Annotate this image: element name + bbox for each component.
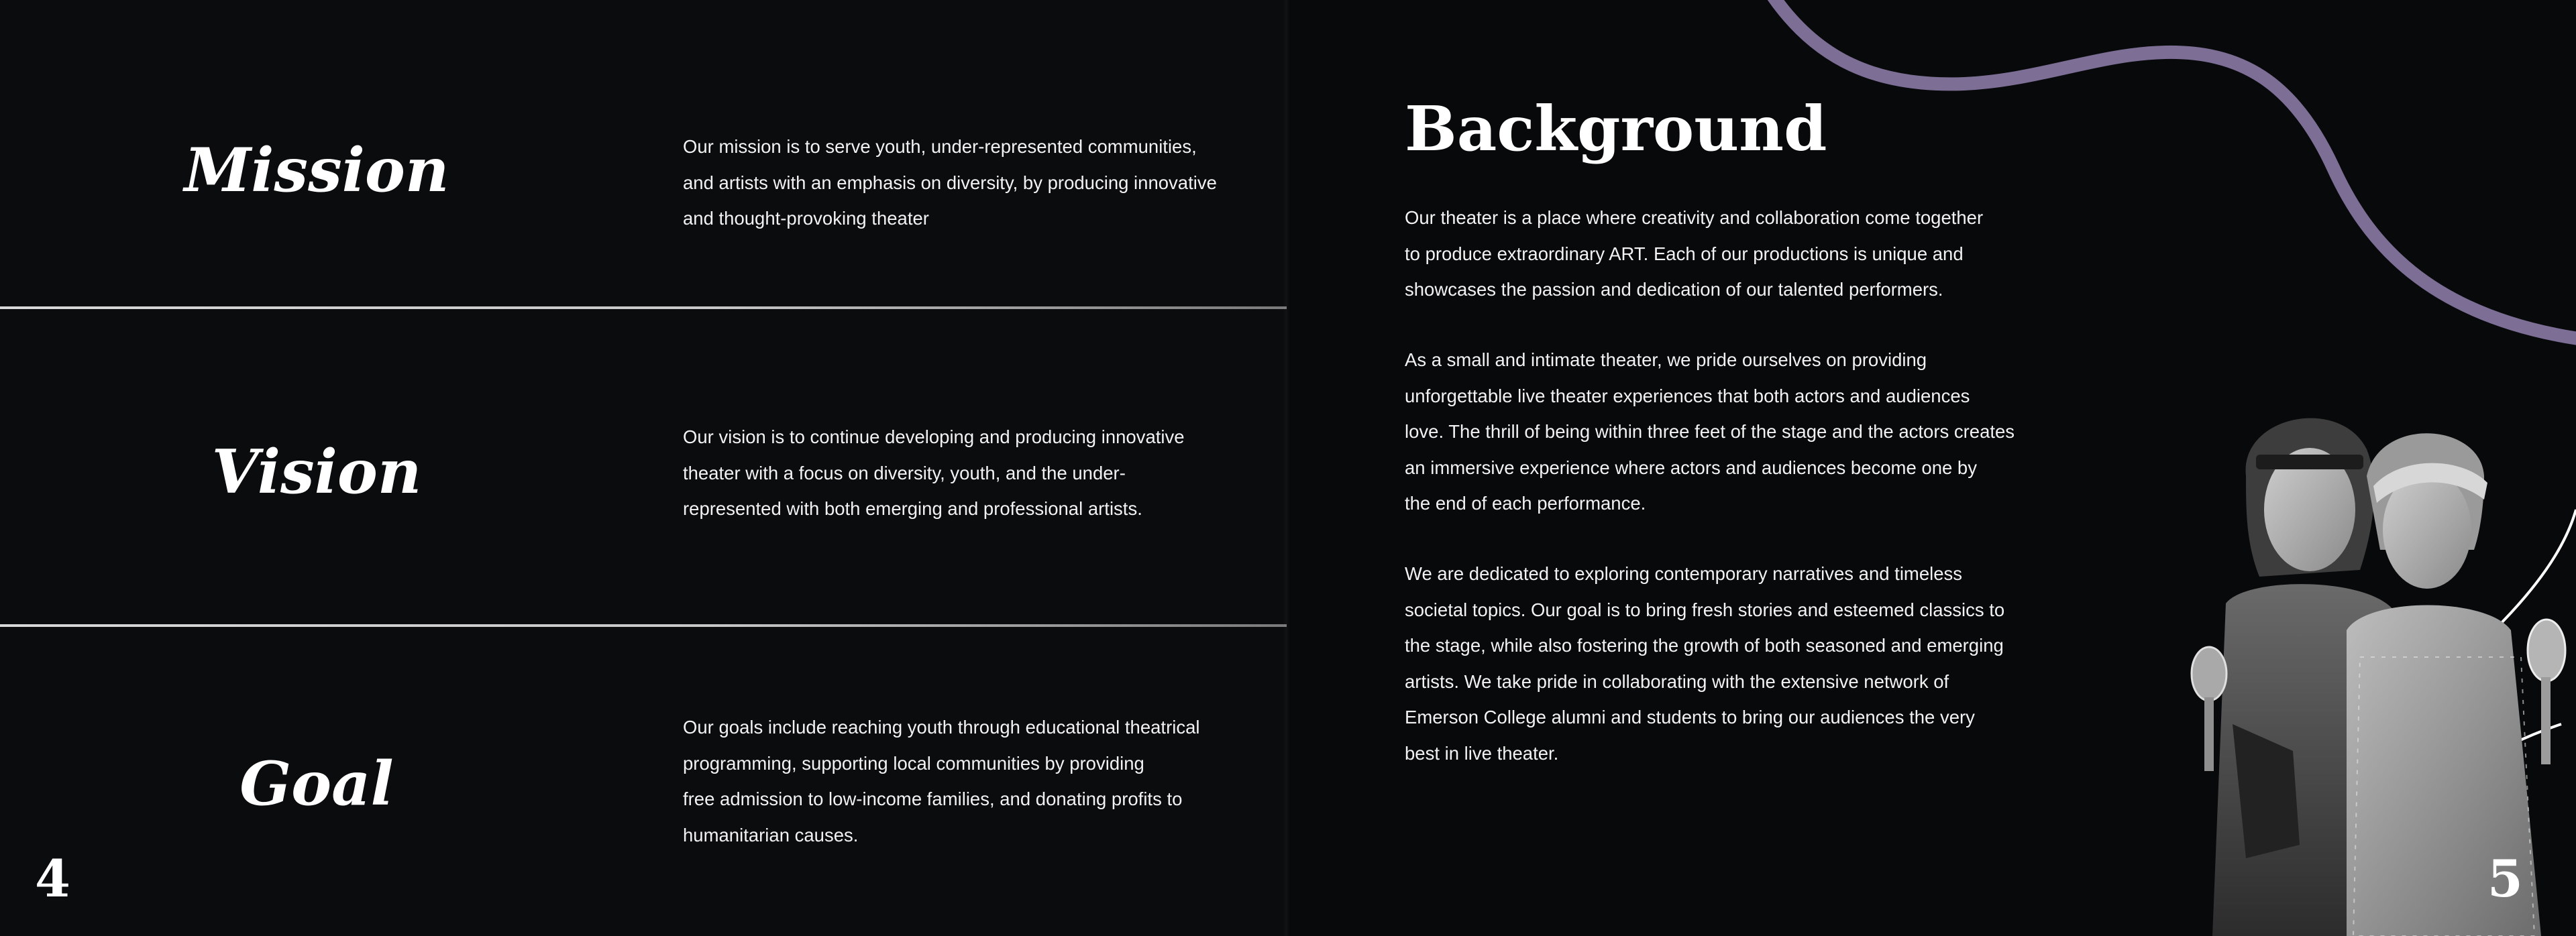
section-divider — [0, 306, 1287, 309]
left-page — [0, 0, 1287, 936]
vision-text: Our vision is to continue developing and producing innovative theater with a focus on diversity, youth, and the under- represented with both emerging and professional artists. — [683, 426, 1185, 519]
background-paragraph: Our theater is a place where creativity and collaboration come together to produce extraordinary ART. Each of our productions is unique and showcases the passion and dedication of our talented performers. — [1405, 207, 1984, 300]
goal-text: Our goals include reaching youth through educational theatrical programming, supporting local communities by providing free admission to low-income families, and donating profits to humanitarian causes. — [683, 717, 1200, 845]
mission-text: Our mission is to serve youth, under-represented communities, and artists with an emphasis on diversity, by producing innovative and thought-provoking theater — [683, 136, 1217, 229]
background-paragraph: As a small and intimate theater, we pride ourselves on providing unforgettable live theater experiences that both actors and audiences love. The thrill of being within three feet of the stage and the actors creates an immersive experience where actors and audiences become one by the end of each performance. — [1405, 349, 2015, 514]
background-paragraph: We are dedicated to exploring contemporary narratives and timeless societal topics. Our goal is to bring fresh stories and esteemed classics to the stage, while also fostering the growth of both seasoned and emerging artists. We take pride in collaborating with the extensive network of Emerson College alumni and students to bring our audiences the very best in live theater. — [1405, 563, 2005, 764]
spine-gutter — [1283, 0, 1291, 936]
page-number-right: 5 — [2487, 849, 2523, 909]
vision-heading: Vision — [211, 436, 422, 508]
mission-heading: Mission — [184, 135, 449, 206]
section-divider — [0, 624, 1287, 627]
goal-heading: Goal — [239, 748, 394, 819]
page-number-left: 4 — [35, 849, 70, 909]
right-page — [1287, 0, 2576, 936]
background-title: Background — [1405, 93, 1827, 165]
